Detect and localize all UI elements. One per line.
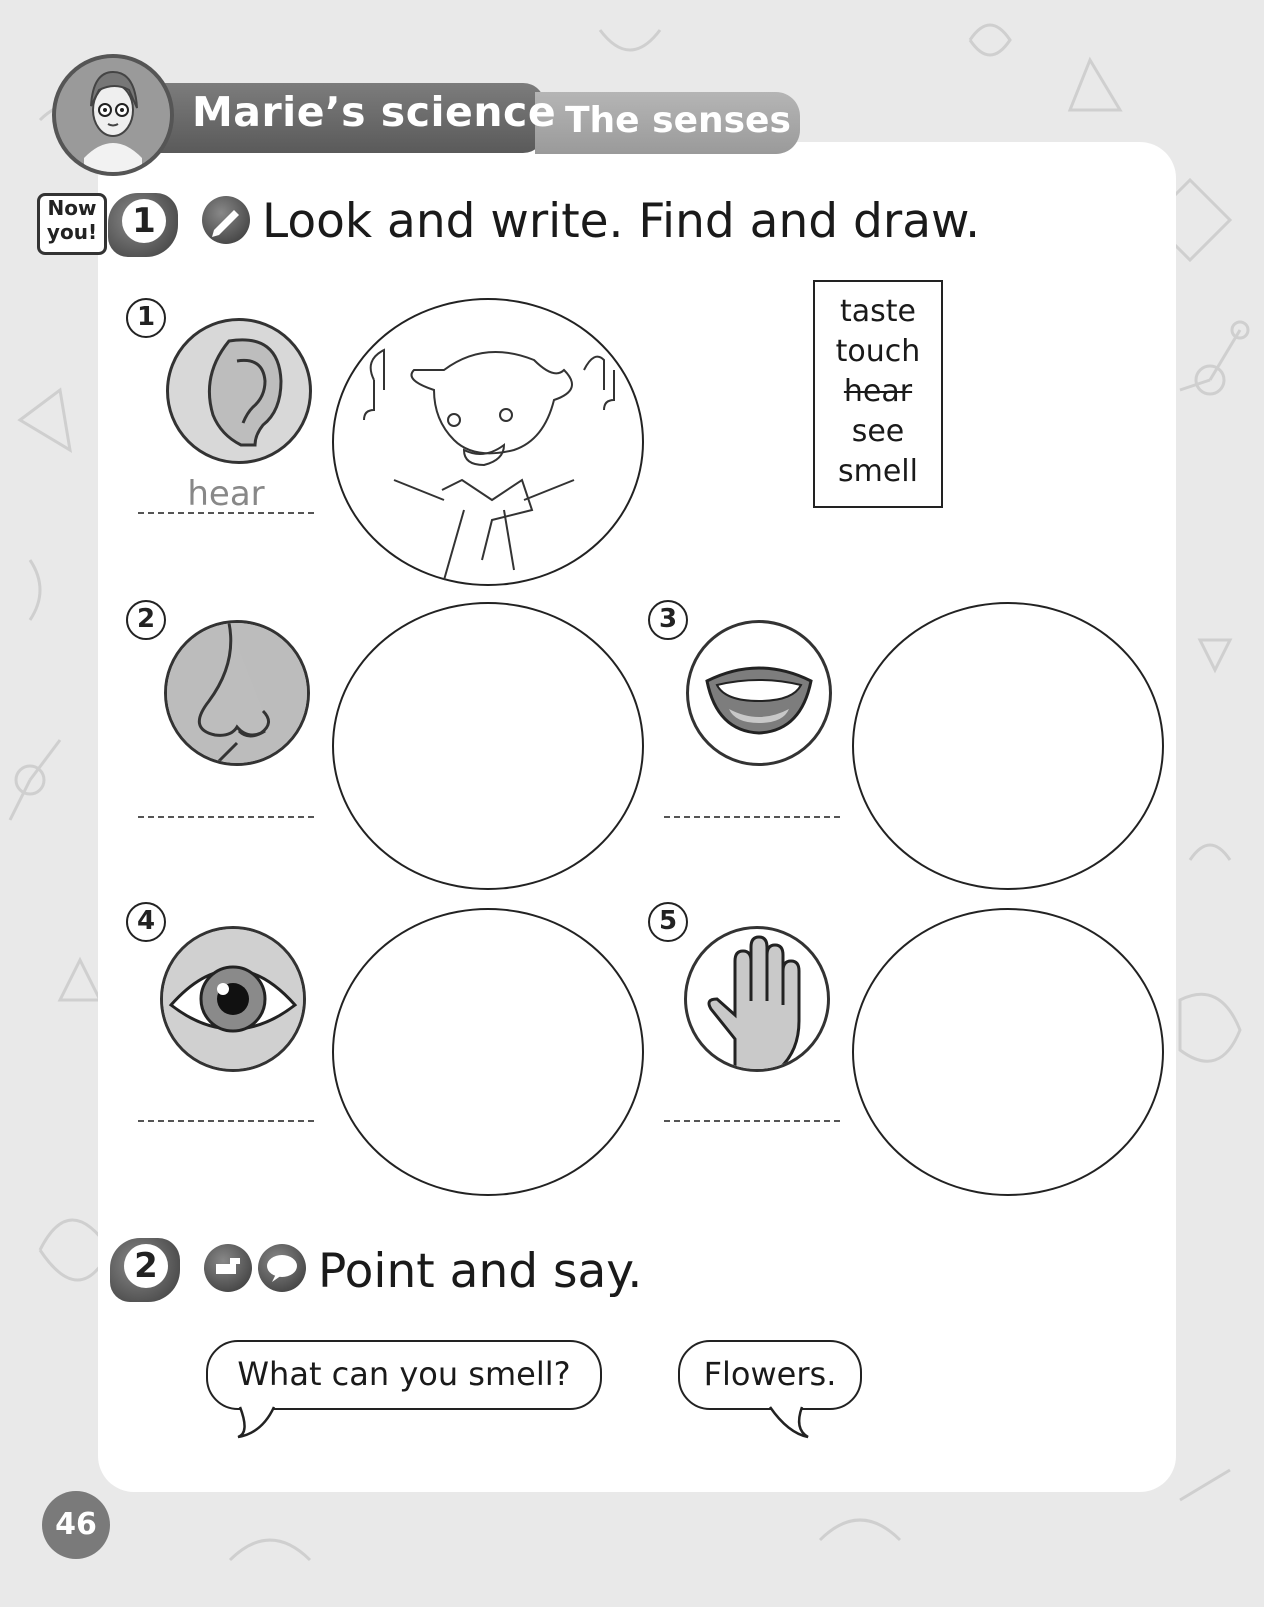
answer-line[interactable] (138, 816, 314, 818)
answer-speech-bubble (678, 1340, 862, 1410)
exercise1-instruction: Look and write. Find and draw. (262, 194, 981, 249)
pointing-hand-icon (204, 1244, 252, 1292)
item-number: 1 (126, 298, 166, 338)
answer-line[interactable] (664, 816, 840, 818)
drawing-circle[interactable] (332, 602, 644, 890)
exercise2-instruction: Point and say. (318, 1244, 643, 1299)
ear-icon (166, 318, 312, 464)
speech-bubble-icon (258, 1244, 306, 1292)
question-speech-bubble (206, 1340, 602, 1410)
answer-line[interactable] (664, 1120, 840, 1122)
section-title: Marie’s science (192, 88, 557, 136)
answer-line[interactable] (138, 1120, 314, 1122)
drawing-circle[interactable] (852, 602, 1164, 890)
now-you-badge: Now you! (37, 193, 107, 255)
hand-icon (684, 926, 830, 1072)
pencil-icon (202, 196, 250, 244)
word-bank-item: touch (835, 334, 921, 369)
exercise-number-badge (108, 193, 178, 257)
item-number: 2 (126, 600, 166, 640)
page-number: 46 (42, 1491, 110, 1559)
eye-icon (160, 926, 306, 1072)
item-number: 4 (126, 902, 166, 942)
word-bank-item: see (851, 414, 905, 449)
word-bank-item: smell (838, 454, 918, 489)
drawing-circle[interactable] (332, 908, 644, 1196)
answer-text: hear (187, 474, 265, 514)
speech-bubble-tail (766, 1405, 822, 1441)
answer-bubble-text: Flowers. (703, 1355, 837, 1393)
exercise-number: 1 (122, 199, 166, 243)
word-bank-item: taste (840, 294, 916, 329)
answer-line[interactable] (138, 512, 314, 514)
item-number: 3 (648, 600, 688, 640)
mouth-icon (686, 620, 832, 766)
speech-bubble-tail (236, 1405, 292, 1441)
word-bank (813, 280, 943, 508)
nose-icon (164, 620, 310, 766)
drawing-circle[interactable] (852, 908, 1164, 1196)
exercise-number-badge (110, 1238, 180, 1302)
topic-title: The senses (565, 100, 791, 141)
exercise-number: 2 (124, 1244, 168, 1288)
item-number: 5 (648, 902, 688, 942)
word-bank-item-struck: hear (843, 374, 913, 409)
drawing-circle-with-child-drawing (332, 298, 644, 586)
question-text: What can you smell? (237, 1355, 571, 1393)
marie-avatar (52, 54, 174, 176)
